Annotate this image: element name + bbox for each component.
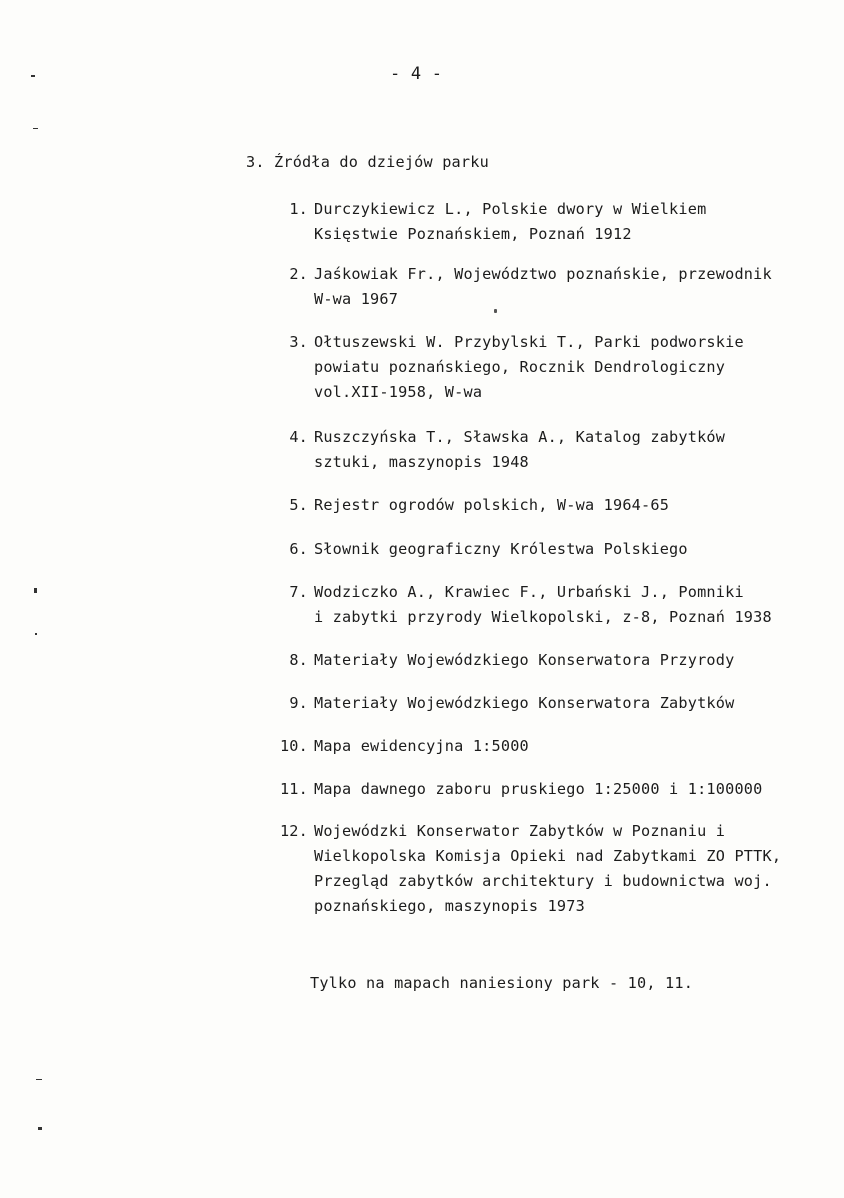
source-item [258,330,828,405]
source-item [258,262,828,312]
margin-mark [35,633,37,635]
source-number: 1. [289,200,308,218]
page-number: - 4 - [390,64,443,84]
source-text [314,493,828,518]
source-line: Przegląd zabytków architektury i budownictwa woj. [314,872,772,890]
source-number: 7. [289,583,308,601]
source-item [258,537,828,562]
source-item [258,197,828,247]
source-item [258,691,828,716]
source-line: Księstwie Poznańskiem, Poznań 1912 [314,225,632,243]
source-line: poznańskiego, maszynopis 1973 [314,897,585,915]
source-text [314,197,828,247]
source-item [258,734,828,759]
source-item [258,580,828,630]
margin-mark [36,1079,42,1080]
source-number: 9. [289,694,308,712]
source-number: 6. [289,540,308,558]
source-line: Wojewódzki Konserwator Zabytków w Poznaniu i [314,822,726,840]
source-number: 2. [289,265,308,283]
source-text [314,819,828,919]
source-item [258,819,828,919]
source-number: 8. [289,651,308,669]
margin-mark [33,128,38,129]
source-number: 4. [289,428,308,446]
source-text [314,648,828,673]
source-text [314,734,828,759]
source-line: sztuki, maszynopis 1948 [314,453,529,471]
source-text [314,425,828,475]
source-line: i zabytki przyrody Wielkopolski, z-8, Poznań 1938 [314,608,772,626]
source-line: Materiały Wojewódzkiego Konserwatora Przyrody [314,651,735,669]
source-text [314,777,828,802]
source-line: powiatu poznańskiego, Rocznik Dendrologiczny [314,358,726,376]
source-number: 5. [289,496,308,514]
margin-mark [31,75,35,77]
source-text [314,537,828,562]
source-line: Ruszczyńska T., Sławska A., Katalog zabytków [314,428,726,446]
source-line: Materiały Wojewódzkiego Konserwatora Zabytków [314,694,735,712]
stray-dot [494,309,497,313]
source-text [314,580,828,630]
source-line: Mapa ewidencyjna 1:5000 [314,737,529,755]
source-item [258,648,828,673]
source-text [314,330,828,405]
source-line: Wielkopolska Komisja Opieki nad Zabytkami ZO PTTK, [314,847,782,865]
source-item [258,493,828,518]
source-line: vol.XII-1958, W-wa [314,383,483,401]
margin-mark [38,1127,42,1130]
source-text [314,691,828,716]
source-line: Jaśkowiak Fr., Województwo poznańskie, przewodnik [314,265,772,283]
source-line: Mapa dawnego zaboru pruskiego 1:25000 i 1:100000 [314,780,763,798]
source-line: W-wa 1967 [314,290,399,308]
source-item [258,777,828,802]
margin-mark [34,588,37,593]
source-line: Rejestr ogrodów polskich, W-wa 1964-65 [314,496,670,514]
source-number: 10. [279,737,308,755]
source-number: 12. [279,822,308,840]
source-text [314,262,828,312]
source-line: Wodziczko A., Krawiec F., Urbański J., Pomniki [314,583,744,601]
source-item [258,425,828,475]
source-line: Durczykiewicz L., Polskie dwory w Wielkiem [314,200,707,218]
source-number: 3. [289,333,308,351]
source-line: Ołtuszewski W. Przybylski T., Parki podworskie [314,333,744,351]
section-heading: 3. Źródła do dziejów parku [246,153,489,171]
closing-note: Tylko na mapach naniesiony park - 10, 11. [310,974,694,992]
source-number: 11. [279,780,308,798]
source-line: Słownik geograficzny Królestwa Polskiego [314,540,688,558]
